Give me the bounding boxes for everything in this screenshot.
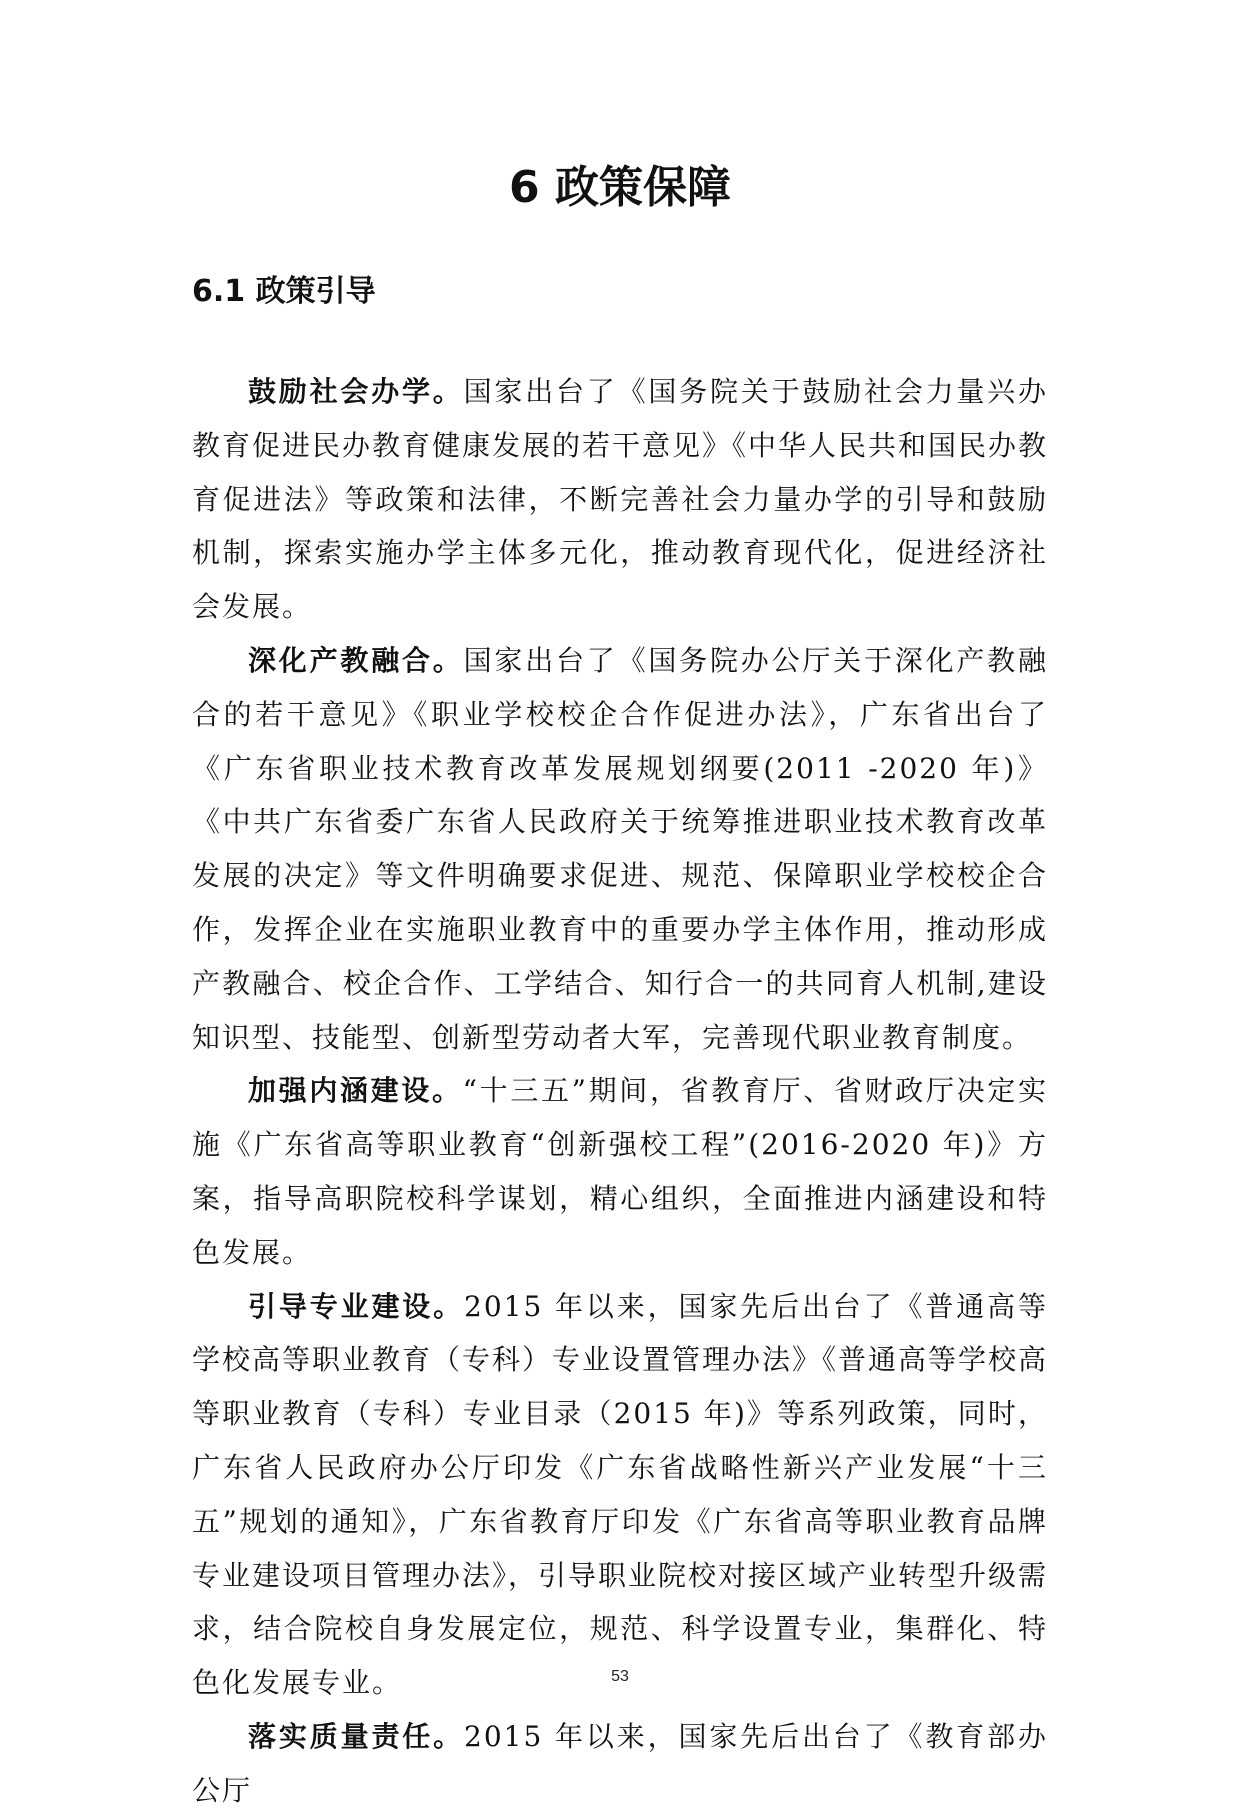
paragraph-text: 国家出台了《国务院关于鼓励社会力量兴办教育促进民办教育健康发展的若干意见》《中华人民共和国民办教育促进法》等政策和法律，不断完善社会力量办学的引导和鼓励机制，探索实施办学主体多元化，推动教育现代化，促进经济社会发展。 (192, 375, 1049, 624)
paragraph-text: 2015 年以来，国家先后出台了《普通高等学校高等职业教育（专科）专业设置管理办法》《普通高等学校高等职业教育（专科）专业目录（2015 年)》等系列政策，同时，广东省人民政府办公厅印发《广东省战略性新兴产业发展“十三五”规划的通知》，广东省教育厅印发《广东省高等职业教育品牌专业建设项目管理办法》，引导职业院校对接区域产业转型升级需求，结合院校自身发展定位，规范、科学设置专业，集群化、特色化发展专业。 (192, 1289, 1049, 1700)
paragraph-quality-responsibility (192, 1710, 1048, 1818)
paragraph-lead: 深化产教融合。 (248, 643, 464, 677)
paragraph-text: 2015 年以来，国家先后出台了《教育部办公厅 (192, 1719, 1048, 1807)
page-number: 53 (611, 1668, 629, 1685)
paragraph-encourage-social-schooling (192, 365, 1048, 634)
paragraph-lead: 加强内涵建设。 (248, 1074, 463, 1108)
paragraph-industry-education-integration (192, 634, 1048, 1064)
body-text (192, 365, 1048, 1818)
paragraph-lead: 落实质量责任。 (248, 1719, 465, 1753)
paragraph-major-construction (192, 1280, 1048, 1710)
paragraph-connotation-building (192, 1064, 1048, 1279)
section-title: 6.1 政策引导 (192, 274, 376, 309)
paragraph-lead: 鼓励社会办学。 (248, 375, 464, 408)
paragraph-lead: 引导专业建设。 (248, 1289, 465, 1323)
paragraph-text: 国家出台了《国务院办公厅关于深化产教融合的若干意见》《职业学校校企合作促进办法》，广东省出台了《广东省职业技术教育改革发展规划纲要(2011 -2020 年)》《中共广东省委广东省人民政府关于统筹推进职业技术教育改革发展的决定》等文件明确要求促进、规范、保障职业学校校企合作，发挥企业在实施职业教育中的重要办学主体作用，推动形成产教融合、校企合作、工学结合、知行合一的共同育人机制,建设知识型、技能型、创新型劳动者大军，完善现代职业教育制度。 (192, 643, 1048, 1054)
chapter-title: 6 政策保障 (509, 162, 731, 213)
paragraph-text: “十三五”期间，省教育厅、省财政厅决定实施《广东省高等职业教育“创新强校工程”(2016-2020 年)》方案，指导高职院校科学谋划，精心组织，全面推进内涵建设和特色发展。 (192, 1074, 1048, 1269)
